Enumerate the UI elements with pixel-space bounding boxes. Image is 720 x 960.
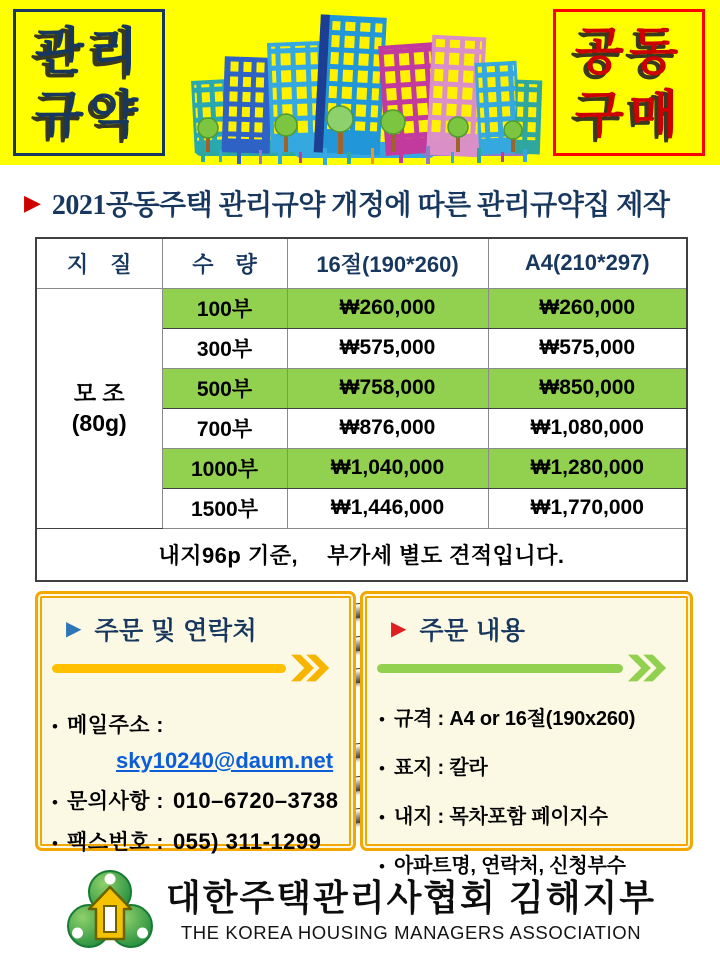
qty-cell: 300부 (162, 328, 287, 368)
badge-text: 구매 (574, 85, 684, 143)
bullet-icon: • (379, 759, 385, 778)
price-cell: ₩575,000 (287, 328, 488, 368)
list-item: • 아파트명, 연락처, 신청부수 (379, 855, 626, 877)
price-cell: ₩260,000 (287, 288, 488, 328)
contact-title-underline (52, 654, 331, 682)
col-header-paper: 지 질 (36, 238, 162, 288)
badge-text: 규약 (34, 85, 144, 143)
email-line (116, 748, 345, 774)
col-header-quantity: 수 량 (162, 238, 287, 288)
qty-cell: 500부 (162, 368, 287, 408)
order-items (363, 696, 690, 878)
email-label: 메일주소 : (66, 714, 164, 737)
double-chevron-icon (626, 654, 668, 682)
email-link[interactable]: sky10240@daum.net (116, 748, 334, 773)
price-table-wrap (35, 237, 686, 582)
badge-text: 공동 (574, 22, 684, 80)
page-title (24, 183, 704, 223)
underline-bar (52, 664, 286, 673)
contact-lines (38, 696, 353, 856)
contact-box-title (66, 611, 353, 647)
inquiry-line (52, 785, 345, 815)
association-logo-icon (64, 866, 156, 954)
page-title-text: 2021공동주택 관리규약 개정에 따른 관리규약집 제작 (51, 190, 670, 221)
qty-cell: 1500부 (162, 488, 287, 528)
arrow-right-icon: ▶ (391, 618, 407, 640)
price-cell: ₩1,280,000 (488, 448, 687, 488)
list-item: • 내지 : 목차포함 페이지수 (379, 806, 608, 828)
price-cell: ₩575,000 (488, 328, 687, 368)
price-cell: ₩758,000 (287, 368, 488, 408)
price-cell: ₩1,080,000 (488, 408, 687, 448)
col-header-a4: A4(210*297) (488, 238, 687, 288)
joint-purchase-badge (553, 9, 705, 156)
arrow-right-icon: ▶ (24, 190, 41, 215)
management-rules-badge (13, 9, 165, 156)
list-item: • 표지 : 칼라 (379, 757, 488, 779)
org-name: 대한주택관리사협회 김해지부 (165, 877, 657, 918)
underline-bar (377, 664, 623, 673)
order-title-underline (377, 654, 668, 682)
paper-weight: (80g) (71, 410, 127, 436)
order-box-title (391, 611, 690, 647)
price-table (35, 237, 688, 582)
price-cell: ₩876,000 (287, 408, 488, 448)
fax-number: 055) 311-1299 (172, 829, 322, 854)
header-row (36, 238, 687, 288)
paper-type-cell (36, 288, 162, 528)
badge-text: 관리 (34, 22, 144, 80)
price-cell: ₩1,040,000 (287, 448, 488, 488)
table-note: 내지96p 기준, 부가세 별도 견적입니다. (36, 528, 687, 581)
price-cell: ₩850,000 (488, 368, 687, 408)
bullet-icon: • (52, 793, 58, 812)
bullet-icon: • (379, 710, 385, 729)
double-chevron-icon (289, 654, 331, 682)
table-note-row (36, 528, 687, 581)
bullet-icon: • (379, 808, 385, 827)
qty-cell: 1000부 (162, 448, 287, 488)
bullet-icon: • (52, 717, 58, 736)
price-cell: ₩260,000 (488, 288, 687, 328)
email-label-line (52, 709, 345, 739)
bullet-icon: • (52, 834, 58, 853)
fax-label: 팩스번호 : (66, 831, 164, 854)
order-box-title-text: 주문 내용 (419, 617, 526, 645)
list-item: • 규격 : A4 or 16절(190x260) (379, 708, 636, 730)
order-contact-box (35, 591, 356, 854)
cityscape-illustration (175, 0, 545, 165)
table-row (36, 288, 687, 328)
contact-box-title-text: 주문 및 연락처 (94, 617, 258, 645)
arrow-right-icon: ▶ (66, 618, 82, 640)
price-cell: ₩1,446,000 (287, 488, 488, 528)
order-content-box (360, 591, 693, 877)
footer-text (166, 876, 656, 944)
footer (0, 866, 720, 954)
paper-name: 모 조 (73, 380, 125, 406)
inquiry-phone: 010–6720–3738 (172, 788, 339, 813)
qty-cell: 700부 (162, 408, 287, 448)
price-cell: ₩1,770,000 (488, 488, 687, 528)
fax-line (52, 826, 345, 856)
org-name-en: THE KOREA HOUSING MANAGERS ASSOCIATION (180, 922, 642, 943)
bullet-icon: • (379, 857, 385, 876)
top-banner (0, 0, 720, 165)
col-header-16jeol: 16절(190*260) (287, 238, 488, 288)
inquiry-label: 문의사항 : (66, 790, 164, 813)
qty-cell: 100부 (162, 288, 287, 328)
